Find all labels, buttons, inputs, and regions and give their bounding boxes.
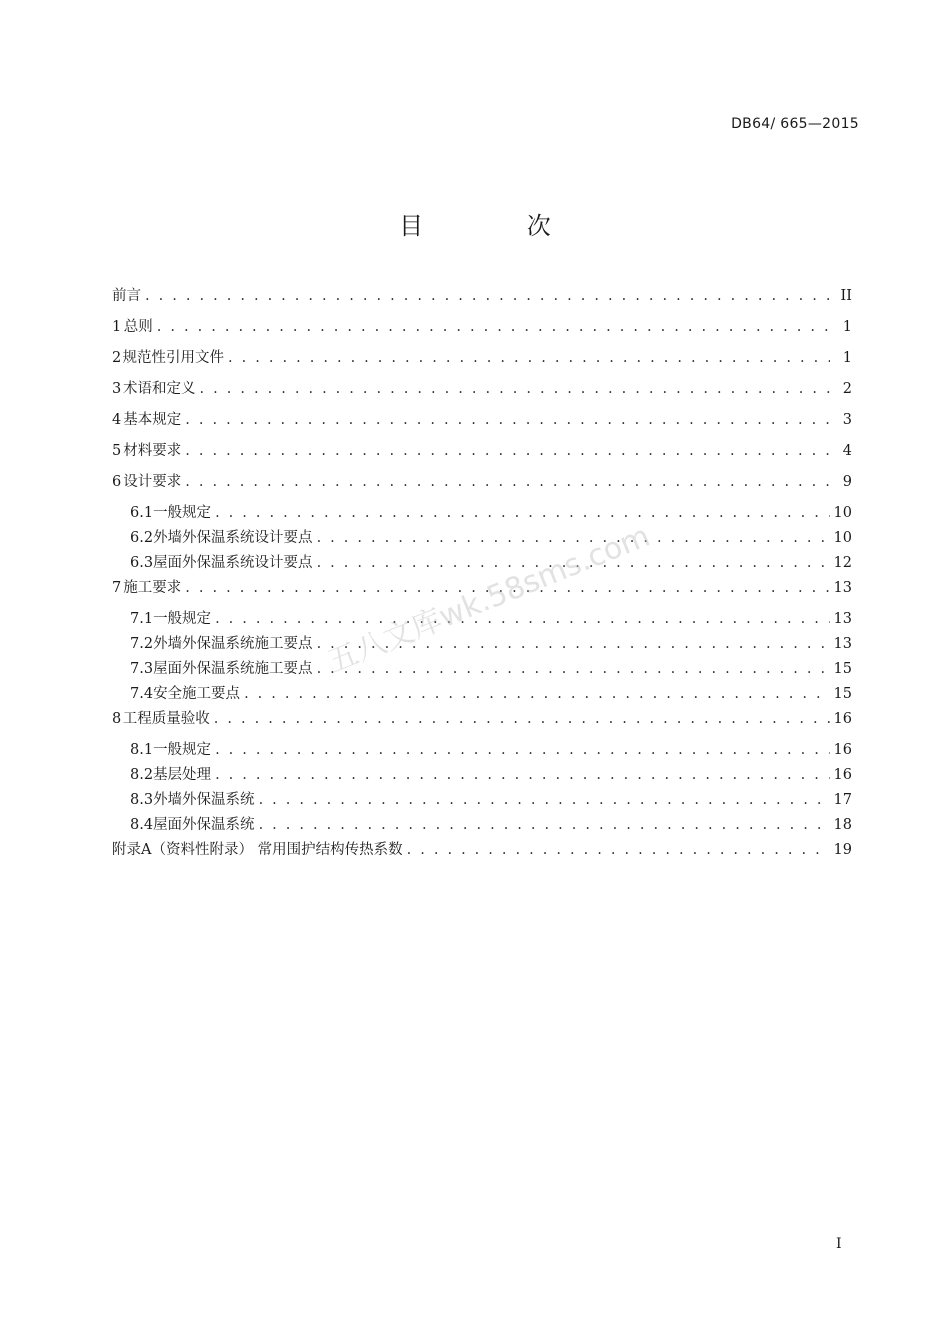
toc-entry[interactable]	[112, 439, 852, 470]
toc-entry-number: 7	[112, 580, 122, 596]
toc-entry-page: 2	[842, 381, 852, 397]
toc-entry-label: 总则	[123, 319, 153, 335]
toc-entry-page: 16	[833, 711, 852, 727]
toc-entry-number: 2	[112, 350, 122, 366]
toc-entry[interactable]	[112, 838, 852, 869]
watermark: 五八文库wk.58sms.com	[322, 518, 655, 680]
toc-leader-dots	[157, 319, 830, 335]
toc-entry-page: 19	[833, 842, 852, 858]
toc-entry-page: 15	[833, 686, 852, 702]
toc-entry-page: 16	[833, 742, 852, 758]
toc-entry-label: 材料要求	[123, 443, 182, 459]
toc-entry-number: 5	[112, 443, 122, 459]
toc-leader-dots	[185, 443, 830, 459]
toc-leader-dots	[185, 412, 830, 428]
toc-leader-dots	[214, 711, 830, 727]
toc-entry-label: 外墙外保温系统施工要点	[153, 636, 313, 652]
toc-leader-dots	[215, 505, 829, 521]
toc-leader-dots	[259, 792, 830, 808]
toc-entry-number: 7.1	[130, 611, 154, 627]
toc-entry-page: 16	[833, 767, 852, 783]
toc-entry[interactable]	[112, 551, 852, 576]
toc-entry-label: 前言	[112, 288, 141, 304]
toc-entry-page: 17	[833, 792, 852, 808]
toc-entry-page: 1	[842, 350, 852, 366]
toc-leader-dots	[185, 474, 830, 490]
toc-entry-number: 6.2	[130, 530, 154, 546]
toc-entry-label: 规范性引用文件	[122, 350, 224, 366]
toc-entry-label: 外墙外保温系统设计要点	[153, 530, 313, 546]
page-title: 目 次	[399, 212, 599, 240]
toc-entry-number: 8	[112, 711, 122, 727]
toc-entry-label: 屋面外保温系统设计要点	[153, 555, 313, 571]
toc-entry-label: 屋面外保温系统施工要点	[153, 661, 313, 677]
toc-entry[interactable]	[112, 284, 852, 315]
toc-entry-number: 8.4	[130, 817, 154, 833]
toc-entry[interactable]	[112, 501, 852, 526]
toc-entry[interactable]	[112, 632, 852, 657]
toc-leader-dots	[228, 350, 830, 366]
toc-entry[interactable]	[112, 346, 852, 377]
toc-entry-number: 7.3	[130, 661, 154, 677]
toc-entry-page: 1	[842, 319, 852, 335]
toc-entry-label: 施工要求	[123, 580, 182, 596]
toc-leader-dots	[407, 842, 830, 858]
toc-entry-page: 10	[833, 505, 852, 521]
toc-entry[interactable]	[112, 813, 852, 838]
toc-entry[interactable]	[112, 657, 852, 682]
toc-entry-number: 8.2	[130, 767, 154, 783]
toc-entry-page: 15	[833, 661, 852, 677]
toc-entry-page: 12	[833, 555, 852, 571]
page-number: I	[836, 1236, 842, 1252]
document-code: DB64/ 665—2015	[731, 116, 859, 132]
toc-entry-label: 屋面外保温系统	[153, 817, 255, 833]
toc-leader-dots	[200, 381, 831, 397]
toc-entry-label: 工程质量验收	[122, 711, 210, 727]
toc-entry[interactable]	[112, 408, 852, 439]
toc-entry-label: 基本规定	[123, 412, 182, 428]
toc-entry-label: 安全施工要点	[153, 686, 241, 702]
toc-entry[interactable]	[112, 738, 852, 763]
toc-entry-label: 一般规定	[153, 611, 212, 627]
toc-entry-label: 附录A（资料性附录） 常用围护结构传热系数	[112, 842, 403, 858]
toc-entry-page: 18	[833, 817, 852, 833]
toc-entry[interactable]	[112, 526, 852, 551]
toc-entry-page: 3	[842, 412, 852, 428]
toc-entry-number: 7.2	[130, 636, 154, 652]
toc-entry-page: 13	[833, 611, 852, 627]
toc-entry-page: 13	[833, 580, 852, 596]
toc-entry-page: II	[840, 288, 852, 304]
toc-entry-label: 基层处理	[153, 767, 212, 783]
toc-entry-label: 一般规定	[153, 742, 212, 758]
toc-entry[interactable]	[112, 682, 852, 707]
toc-leader-dots	[145, 288, 830, 304]
toc-entry-page: 13	[833, 636, 852, 652]
toc-entry[interactable]	[112, 470, 852, 501]
toc-entry-label: 术语和定义	[123, 381, 196, 397]
toc-leader-dots	[259, 817, 830, 833]
toc-entry-number: 3	[112, 381, 122, 397]
toc-entry-number: 7.4	[130, 686, 154, 702]
toc-entry-label: 外墙外保温系统	[153, 792, 255, 808]
toc-entry-number: 6.3	[130, 555, 154, 571]
toc-entry-number: 6	[112, 474, 122, 490]
toc-entry-page: 9	[842, 474, 852, 490]
toc-entry[interactable]	[112, 707, 852, 738]
toc-entry-number: 4	[112, 412, 122, 428]
toc-entry-page: 4	[842, 443, 852, 459]
toc-leader-dots	[317, 661, 830, 677]
toc-entry[interactable]	[112, 377, 852, 408]
toc-entry-page: 10	[833, 530, 852, 546]
toc-entry-number: 8.3	[130, 792, 154, 808]
toc-entry-number: 1	[112, 319, 122, 335]
toc-leader-dots	[244, 686, 829, 702]
toc-entry[interactable]	[112, 788, 852, 813]
toc-leader-dots	[215, 611, 829, 627]
toc-entry-label: 设计要求	[123, 474, 182, 490]
toc-leader-dots	[215, 742, 829, 758]
toc-entry[interactable]	[112, 763, 852, 788]
toc-entry[interactable]	[112, 315, 852, 346]
toc-entry-number: 8.1	[130, 742, 154, 758]
toc-leader-dots	[215, 767, 829, 783]
toc-entry-number: 6.1	[130, 505, 154, 521]
toc-entry-label: 一般规定	[153, 505, 212, 521]
